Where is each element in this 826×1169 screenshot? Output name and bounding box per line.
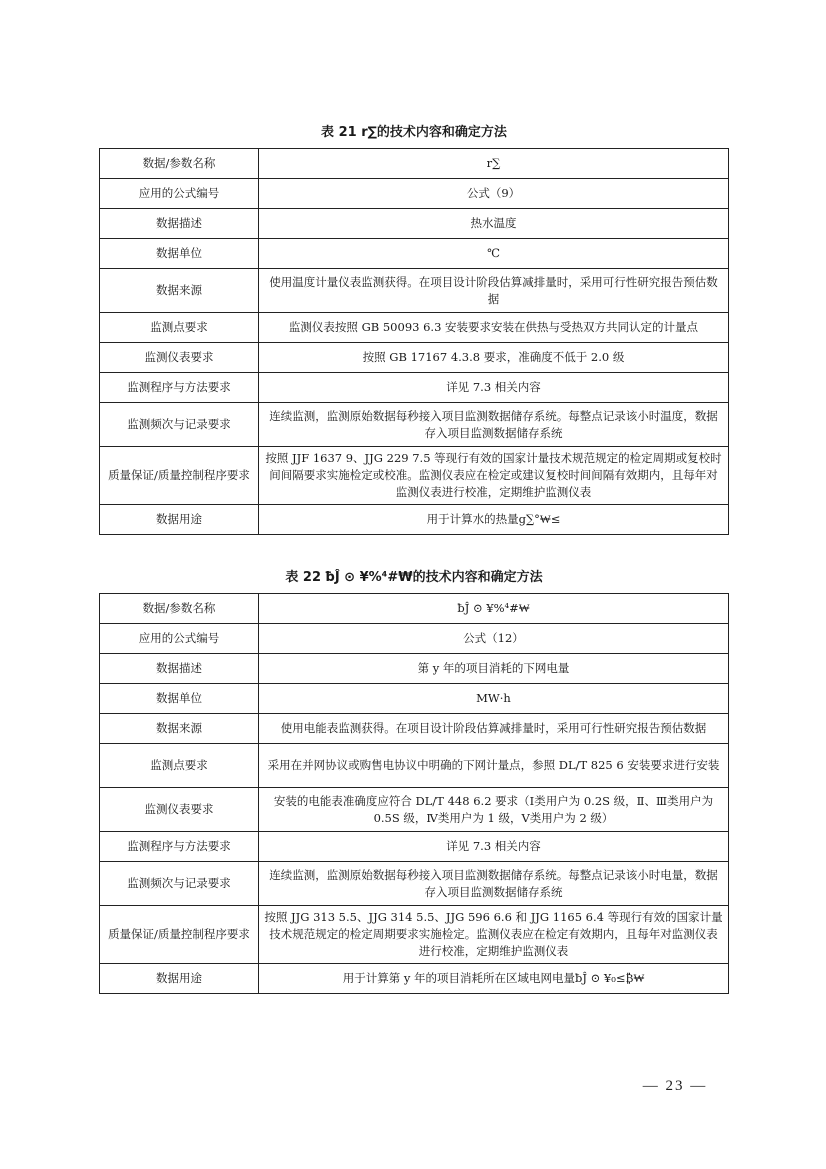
row-label: 监测频次与记录要求 [100,862,259,906]
row-value: 用于计算水的热量g∑°₩≤ [259,505,729,535]
table-21-caption: 表 21 r∑的技术内容和确定方法 [321,125,507,140]
row-value: ƀĴ ⊙ ¥%⁴#₩ [259,594,729,624]
row-value: 用于计算第 y 年的项目消耗所在区域电网电量ƀĴ ⊙ ¥₀≤₿₩ [259,964,729,994]
table-row [100,684,729,714]
row-label: 监测点要求 [100,744,259,788]
row-value: MW·h [259,684,729,714]
table-row [100,209,729,239]
table-row [100,149,729,179]
table-row [100,862,729,906]
row-label: 数据描述 [100,209,259,239]
row-label: 监测程序与方法要求 [100,373,259,403]
row-value: 按照 JJG 313 5.5、JJG 314 5.5、JJG 596 6.6 和 JJG 1165 6.4 等现行有效的国家计量技术规范规定的检定周期要求实施检定。监测仪表应在检定有效期内，且每年对监测仪表进行校准，定期维护监测仪表 [259,906,729,964]
row-label: 监测程序与方法要求 [100,832,259,862]
row-value: 热水温度 [259,209,729,239]
row-value: 采用在并网协议或购售电协议中明确的下网计量点，参照 DL/T 825 6 安装要求进行安装 [259,744,729,788]
row-label: 数据单位 [100,684,259,714]
table-row [100,505,729,535]
row-value: 监测仪表按照 GB 50093 6.3 安装要求安装在供热与受热双方共同认定的计量点 [259,313,729,343]
row-label: 数据/参数名称 [100,594,259,624]
row-label: 数据来源 [100,269,259,313]
table-row [100,313,729,343]
table-row [100,744,729,788]
row-value: r∑ [259,149,729,179]
row-value: 使用电能表监测获得。在项目设计阶段估算减排量时，采用可行性研究报告预估数据 [259,714,729,744]
table-row [100,624,729,654]
row-label: 应用的公式编号 [100,624,259,654]
row-value: 公式（9） [259,179,729,209]
row-label: 监测仪表要求 [100,788,259,832]
row-label: 数据用途 [100,964,259,994]
table-row [100,832,729,862]
row-label: 数据描述 [100,654,259,684]
page-number: — 23 — [642,1078,708,1094]
row-value: ℃ [259,239,729,269]
table-row [100,964,729,994]
row-label: 数据/参数名称 [100,149,259,179]
row-label: 监测仪表要求 [100,343,259,373]
table-22-caption: 表 22 ƀĴ ⊙ ¥%⁴#₩的技术内容和确定方法 [285,570,543,585]
table-row [100,269,729,313]
row-value: 详见 7.3 相关内容 [259,373,729,403]
row-label: 数据用途 [100,505,259,535]
row-label: 质量保证/质量控制程序要求 [100,447,259,505]
row-value: 按照 JJF 1637 9、JJG 229 7.5 等现行有效的国家计量技术规范规定的检定周期或复校时间间隔要求实施检定或校准。监测仪表应在检定或建议复校时间间隔有效期内，且每年对监测仪表进行校准，定期维护监测仪表 [259,447,729,505]
row-value: 详见 7.3 相关内容 [259,832,729,862]
table-row [100,179,729,209]
row-label: 数据来源 [100,714,259,744]
row-label: 监测点要求 [100,313,259,343]
table-21 [99,148,729,535]
table-row [100,714,729,744]
table-row [100,447,729,505]
table-22 [99,593,729,994]
table-row [100,654,729,684]
table-row [100,594,729,624]
row-value: 公式（12） [259,624,729,654]
row-value: 安装的电能表准确度应符合 DL/T 448 6.2 要求（Ⅰ类用户为 0.2S 级，Ⅱ、Ⅲ类用户为 0.5S 级，Ⅳ类用户为 1 级，Ⅴ类用户为 2 级） [259,788,729,832]
row-value: 按照 GB 17167 4.3.8 要求，准确度不低于 2.0 级 [259,343,729,373]
row-label: 监测频次与记录要求 [100,403,259,447]
table-row [100,906,729,964]
table-row [100,788,729,832]
table-row [100,343,729,373]
row-label: 质量保证/质量控制程序要求 [100,906,259,964]
row-value: 连续监测，监测原始数据每秒接入项目监测数据储存系统。每整点记录该小时电量，数据存入项目监测数据储存系统 [259,862,729,906]
table-row [100,403,729,447]
row-value: 连续监测，监测原始数据每秒接入项目监测数据储存系统。每整点记录该小时温度，数据存入项目监测数据储存系统 [259,403,729,447]
table-row [100,373,729,403]
row-value: 第 y 年的项目消耗的下网电量 [259,654,729,684]
row-value: 使用温度计量仪表监测获得。在项目设计阶段估算减排量时，采用可行性研究报告预估数据 [259,269,729,313]
row-label: 应用的公式编号 [100,179,259,209]
table-row [100,239,729,269]
row-label: 数据单位 [100,239,259,269]
